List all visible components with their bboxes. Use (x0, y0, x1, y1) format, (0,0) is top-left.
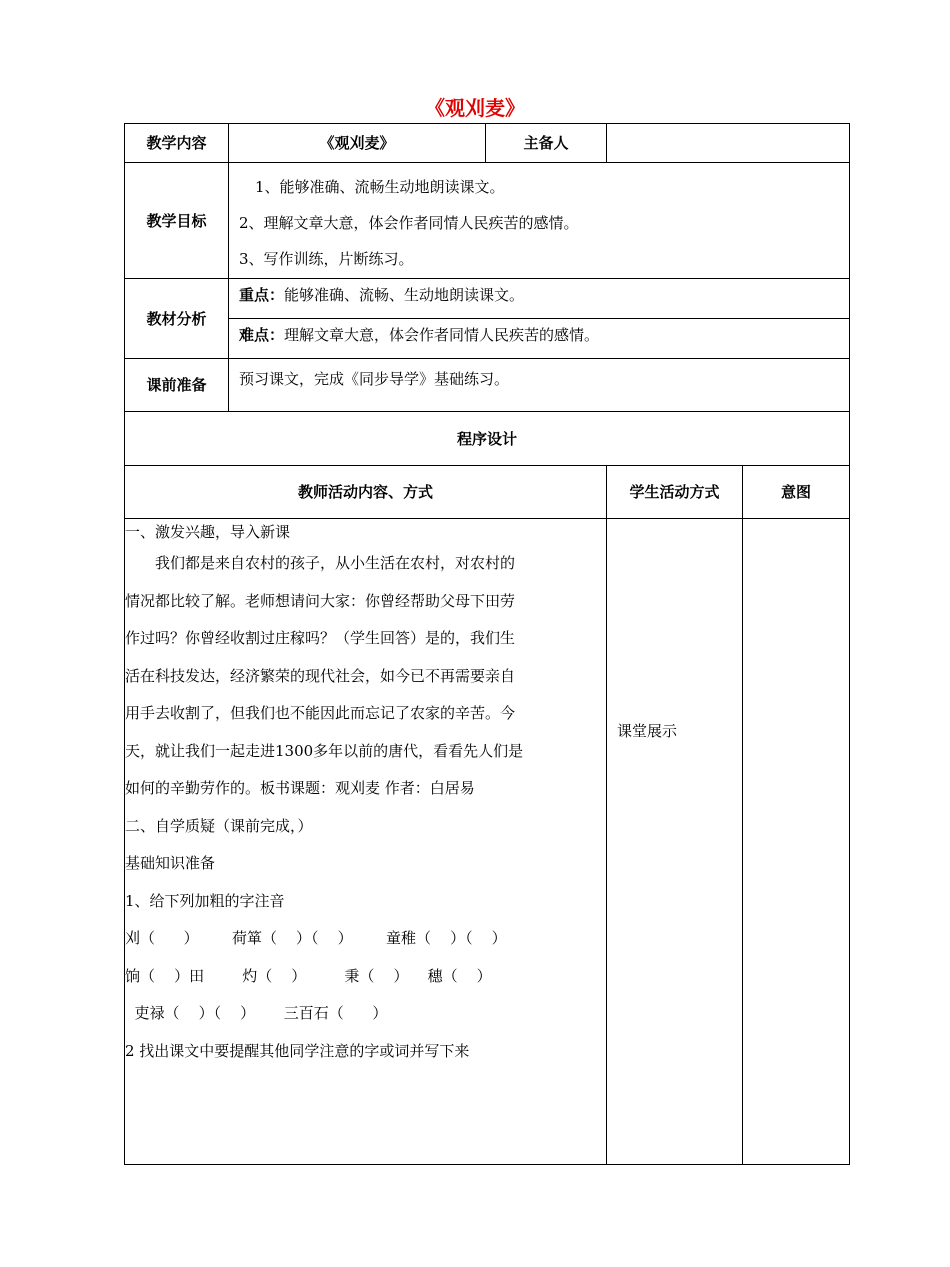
row-lesson-body (125, 519, 850, 1165)
pre-class-prep-text: 预习课文，完成《同步导学》基础练习。 (229, 359, 850, 412)
column-student-activity: 学生活动方式 (607, 466, 743, 519)
section-heading-1: 一、激发兴趣，导入新课 (125, 523, 291, 541)
key-point-text: 能够准确、流畅、生动地朗读课文。 (284, 286, 525, 304)
label-preparer: 主备人 (486, 124, 607, 163)
goal-item: 2、理解文章大意，体会作者同情人民疾苦的感情。 (239, 214, 579, 232)
intro-paragraph-line: 用手去收割了，但我们也不能因此而忘记了农家的辛苦。今 (125, 704, 516, 722)
question-2: 2 找出课文中要提醒其他同学注意的字或词并写下来 (125, 1041, 470, 1060)
student-activity-text: 课堂展示 (617, 722, 678, 740)
goal-item: 3、写作训练，片断练习。 (239, 250, 414, 268)
key-point-label: 重点： (239, 286, 285, 304)
intro-paragraph-line: 活在科技发达，经济繁荣的现代社会，如今已不再需要亲自 (125, 666, 516, 685)
label-teaching-content: 教学内容 (125, 124, 229, 163)
difficult-point (229, 319, 849, 358)
row-pre-class-prep (125, 359, 850, 412)
student-activity-cell (607, 519, 743, 1165)
page-title: 《观刈麦》 (425, 96, 525, 120)
intro-paragraph-line: 如何的辛勤劳作的。板书课题：观刈麦 作者：白居易 (125, 779, 475, 797)
intro-paragraph-line: 情况都比较了解。老师想请问大家：你曾经帮助父母下田劳 (125, 591, 516, 610)
intro-paragraph-line: 作过吗？你曾经收割过庄稼吗？（学生回答）是的，我们生 (125, 629, 516, 647)
value-teaching-content: 《观刈麦》 (229, 124, 486, 163)
pinyin-exercise-row: 吏禄（ ）（ ） 三百石（ ） (125, 1004, 388, 1022)
column-intent: 意图 (743, 466, 850, 519)
label-material-analysis: 教材分析 (125, 279, 229, 359)
row-material-analysis (125, 279, 850, 359)
pinyin-exercise-row: 刈（ ） 荷箪（ ）（ ） 童稚（ ）（ ） (125, 929, 507, 947)
teacher-activity-content (125, 519, 607, 1165)
intro-paragraph-line: 天，就让我们一起走进1300多年以前的唐代，看看先人们是 (125, 741, 524, 760)
row-program-design (125, 412, 850, 466)
row-column-headers (125, 466, 850, 519)
material-analysis-cell (229, 279, 850, 359)
intent-cell (743, 519, 850, 1165)
teaching-goals-list (229, 163, 850, 279)
difficult-point-text: 理解文章大意，体会作者同情人民疾苦的感情。 (284, 326, 600, 344)
basic-knowledge-prep: 基础知识准备 (125, 854, 216, 872)
lesson-plan-table (124, 123, 850, 1165)
key-point (229, 279, 849, 319)
program-design-heading: 程序设计 (125, 412, 850, 466)
value-preparer (607, 124, 850, 163)
label-teaching-goals: 教学目标 (125, 163, 229, 279)
intro-paragraph-line: 我们都是来自农村的孩子，从小生活在农村，对农村的 (155, 554, 516, 572)
row-teaching-content (125, 124, 850, 163)
goal-item: 1、能够准确、流畅生动地朗读课文。 (255, 178, 505, 196)
pinyin-exercise-row: 饷（ ）田 灼（ ） 秉（ ） 穗（ ） (125, 966, 492, 985)
label-pre-class-prep: 课前准备 (125, 359, 229, 412)
column-teacher-activity: 教师活动内容、方式 (125, 466, 607, 519)
difficult-point-label: 难点： (239, 326, 285, 344)
row-teaching-goals (125, 163, 850, 279)
section-heading-2: 二、自学质疑（课前完成，） (125, 816, 313, 835)
question-1: 1、给下列加粗的字注音 (125, 891, 285, 910)
